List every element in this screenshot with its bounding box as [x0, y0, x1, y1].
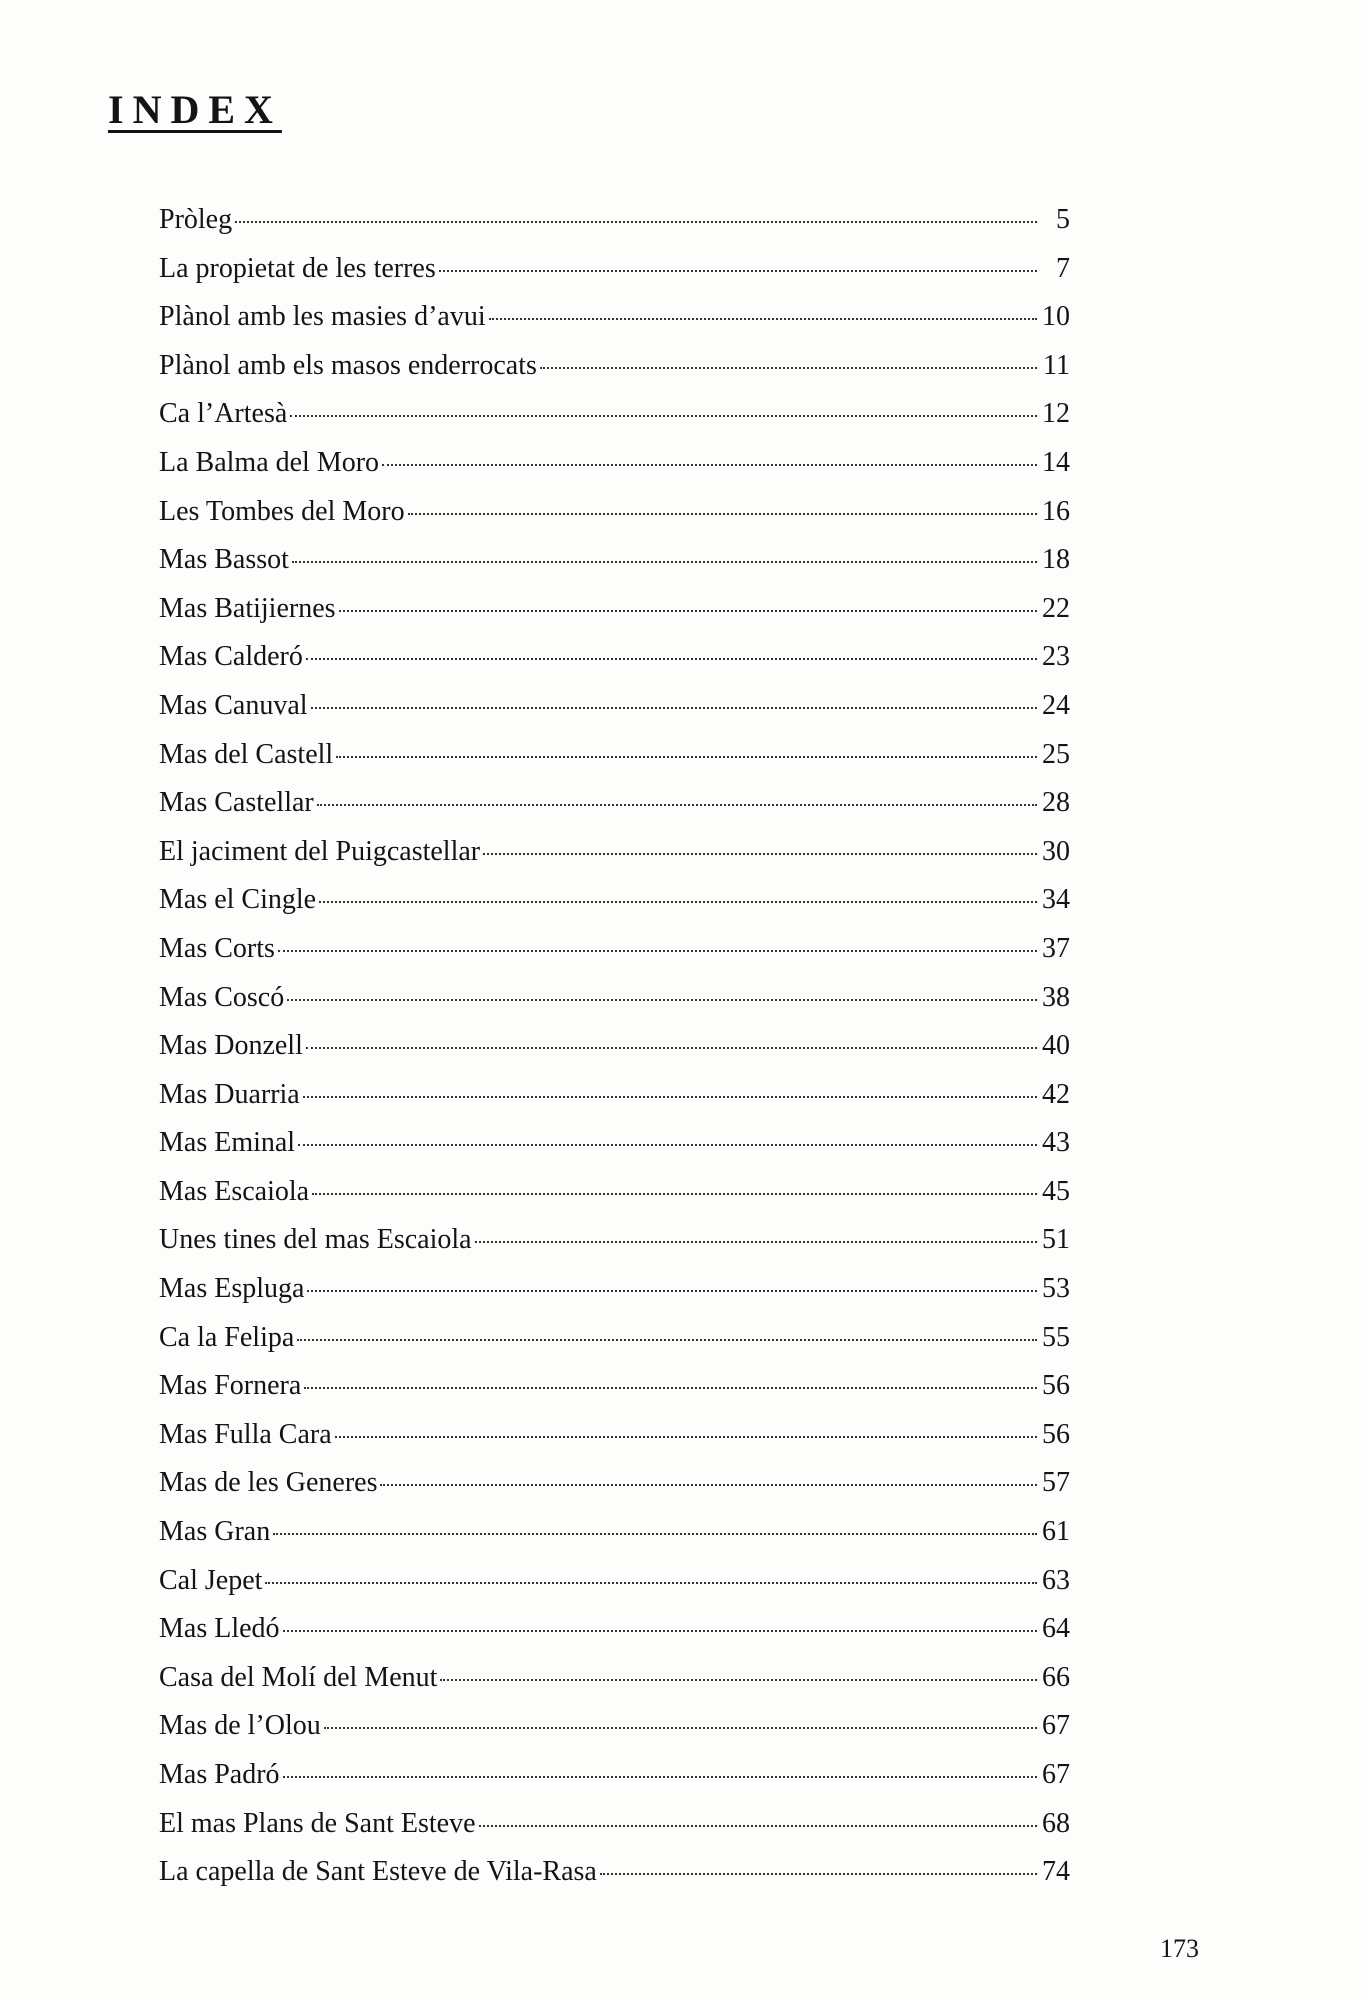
toc-entry [159, 1508, 1070, 1557]
toc-entry [159, 974, 1070, 1023]
toc-entry [159, 779, 1070, 828]
dot-leader [265, 1582, 1037, 1584]
toc-entry-title: Mas Duarria [159, 1078, 300, 1110]
dot-leader [283, 1630, 1037, 1632]
toc-entry-title: Mas Lledó [159, 1613, 280, 1645]
dot-leader [311, 707, 1037, 709]
toc-entry [159, 633, 1070, 682]
dot-leader [600, 1873, 1037, 1875]
dot-leader [278, 950, 1037, 952]
toc-entry-page: 40 [1042, 1030, 1070, 1062]
toc-entry-title: Les Tombes del Moro [159, 495, 405, 527]
toc-entry [159, 1265, 1070, 1314]
toc-entry-page: 68 [1042, 1807, 1070, 1839]
dot-leader [540, 367, 1037, 369]
toc-entry-title: Mas Gran [159, 1516, 271, 1548]
dot-leader [439, 270, 1037, 272]
dot-leader [306, 1047, 1037, 1049]
toc-entry-title: Mas Coscó [159, 981, 285, 1013]
toc-entry-title: El jaciment del Puigcastellar [159, 835, 481, 867]
toc-entry [159, 1800, 1070, 1849]
dot-leader [483, 853, 1037, 855]
toc-entry-page: 23 [1042, 641, 1070, 673]
toc-entry [159, 925, 1070, 974]
toc-entry-title: Mas Castellar [159, 787, 314, 819]
dot-leader [292, 561, 1037, 563]
toc-entry-title: Mas Fornera [159, 1370, 302, 1402]
toc-entry-title: Unes tines del mas Escaiola [159, 1224, 472, 1256]
toc-entry [159, 1557, 1070, 1606]
toc-entry [159, 488, 1070, 537]
dot-leader [304, 1387, 1037, 1389]
dot-leader [303, 1096, 1037, 1098]
toc-entry-title: Mas Batijiernes [159, 592, 336, 624]
toc-entry [159, 536, 1070, 585]
toc-entry-title: Mas Espluga [159, 1273, 305, 1305]
toc-entry-page: 24 [1042, 689, 1070, 721]
toc-entry-page: 25 [1042, 738, 1070, 770]
toc-entry [159, 1751, 1070, 1800]
dot-leader [317, 804, 1037, 806]
toc-entry-title: Mas Bassot [159, 544, 289, 576]
dot-leader [298, 1144, 1037, 1146]
toc-entry [159, 1459, 1070, 1508]
toc-entry-page: 38 [1042, 981, 1070, 1013]
dot-leader [475, 1241, 1037, 1243]
toc-entry-page: 57 [1042, 1467, 1070, 1499]
dot-leader [335, 1436, 1037, 1438]
toc-entry-page: 10 [1042, 301, 1070, 333]
toc-entry [159, 731, 1070, 780]
toc-entry-title: Ca la Felipa [159, 1321, 295, 1353]
toc-entry-title: Pròleg [159, 204, 233, 235]
toc-entry [159, 682, 1070, 731]
toc-entry-title: El mas Plans de Sant Esteve [159, 1807, 476, 1839]
dot-leader [336, 756, 1037, 758]
toc-entry-title: La Balma del Moro [159, 446, 380, 478]
toc-entry-title: Mas Corts [159, 932, 275, 964]
toc-entry-page: 18 [1042, 544, 1070, 576]
toc-entry-page: 45 [1042, 1175, 1070, 1207]
toc-entry-title: Mas de les Generes [159, 1467, 378, 1499]
toc-entry [159, 1071, 1070, 1120]
toc-entry-title: La propietat de les terres [159, 252, 436, 284]
dot-leader [319, 901, 1037, 903]
toc-entry-title: Plànol amb les masies d’avui [159, 301, 486, 333]
toc-entry [159, 1411, 1070, 1460]
dot-leader [440, 1679, 1037, 1681]
dot-leader [489, 318, 1037, 320]
toc-entry-title: Cal Jepet [159, 1564, 263, 1596]
dot-leader [312, 1193, 1037, 1195]
toc-entry-page: 55 [1042, 1321, 1070, 1353]
toc-entry-page: 14 [1042, 446, 1070, 478]
toc-entry-page: 56 [1042, 1370, 1070, 1402]
toc-entry [159, 585, 1070, 634]
toc-entry [159, 1314, 1070, 1363]
toc-entry-page: 28 [1042, 787, 1070, 819]
toc-entry-title: Mas Eminal [159, 1127, 296, 1159]
toc-entry-title: Mas Canuval [159, 689, 308, 721]
dot-leader [287, 999, 1037, 1001]
toc-entry [159, 1702, 1070, 1751]
toc-entry [159, 439, 1070, 488]
table-of-contents [159, 196, 1070, 1897]
dot-leader [479, 1825, 1037, 1827]
toc-entry-page: 22 [1042, 592, 1070, 624]
toc-entry [159, 1654, 1070, 1703]
toc-entry [159, 876, 1070, 925]
dot-leader [382, 464, 1037, 466]
toc-entry [159, 1605, 1070, 1654]
dot-leader [273, 1533, 1037, 1535]
dot-leader [290, 415, 1037, 417]
index-heading: INDEX [108, 87, 282, 132]
toc-entry [159, 196, 1070, 245]
toc-entry-page: 12 [1042, 398, 1070, 430]
toc-entry-title: Mas Fulla Cara [159, 1418, 332, 1450]
toc-entry-page: 42 [1042, 1078, 1070, 1110]
dot-leader [339, 610, 1037, 612]
toc-entry-page: 51 [1042, 1224, 1070, 1256]
toc-entry-title: Plànol amb els masos enderrocats [159, 349, 537, 381]
page-number: 173 [1160, 1934, 1199, 1963]
toc-entry-page: 30 [1042, 835, 1070, 867]
toc-entry-page: 66 [1042, 1661, 1070, 1693]
toc-entry [159, 1119, 1070, 1168]
toc-entry-title: Mas del Castell [159, 738, 334, 770]
dot-leader [380, 1484, 1037, 1486]
dot-leader [297, 1339, 1037, 1341]
toc-entry [159, 1022, 1070, 1071]
toc-entry-page: 67 [1042, 1710, 1070, 1742]
toc-entry-page: 64 [1042, 1613, 1070, 1645]
toc-entry [159, 293, 1070, 342]
toc-entry-title: Mas Escaiola [159, 1175, 310, 1207]
toc-entry-page: 7 [1056, 252, 1070, 284]
toc-entry [159, 828, 1070, 877]
toc-entry-title: La capella de Sant Esteve de Vila-Rasa [159, 1856, 597, 1888]
dot-leader [283, 1776, 1037, 1778]
dot-leader [235, 221, 1037, 223]
dot-leader [324, 1727, 1037, 1729]
toc-entry-title: Ca l’Artesà [159, 398, 288, 430]
toc-entry-title: Casa del Molí del Menut [159, 1661, 438, 1693]
toc-entry-page: 34 [1042, 884, 1070, 916]
toc-entry [159, 245, 1070, 294]
toc-entry [159, 1216, 1070, 1265]
toc-entry [159, 390, 1070, 439]
toc-entry-title: Mas Donzell [159, 1030, 303, 1062]
toc-entry-page: 67 [1042, 1759, 1070, 1790]
toc-entry-title: Mas de l’Olou [159, 1710, 321, 1742]
toc-entry-page: 74 [1042, 1856, 1070, 1888]
toc-entry-page: 5 [1056, 204, 1070, 235]
toc-entry-page: 56 [1042, 1418, 1070, 1450]
toc-entry-page: 61 [1042, 1516, 1070, 1548]
toc-entry [159, 1168, 1070, 1217]
toc-entry-page: 63 [1042, 1564, 1070, 1596]
toc-entry [159, 342, 1070, 391]
toc-entry-page: 16 [1042, 495, 1070, 527]
dot-leader [408, 513, 1037, 515]
dot-leader [306, 658, 1037, 660]
toc-entry-page: 53 [1042, 1273, 1070, 1305]
dot-leader [307, 1290, 1037, 1292]
toc-entry-page: 37 [1042, 932, 1070, 964]
toc-entry-title: Mas el Cingle [159, 884, 317, 916]
toc-entry-page: 11 [1043, 349, 1070, 381]
toc-entry-title: Mas Padró [159, 1759, 280, 1790]
toc-entry-title: Mas Calderó [159, 641, 303, 673]
toc-entry [159, 1362, 1070, 1411]
toc-entry [159, 1848, 1070, 1897]
toc-entry-page: 43 [1042, 1127, 1070, 1159]
